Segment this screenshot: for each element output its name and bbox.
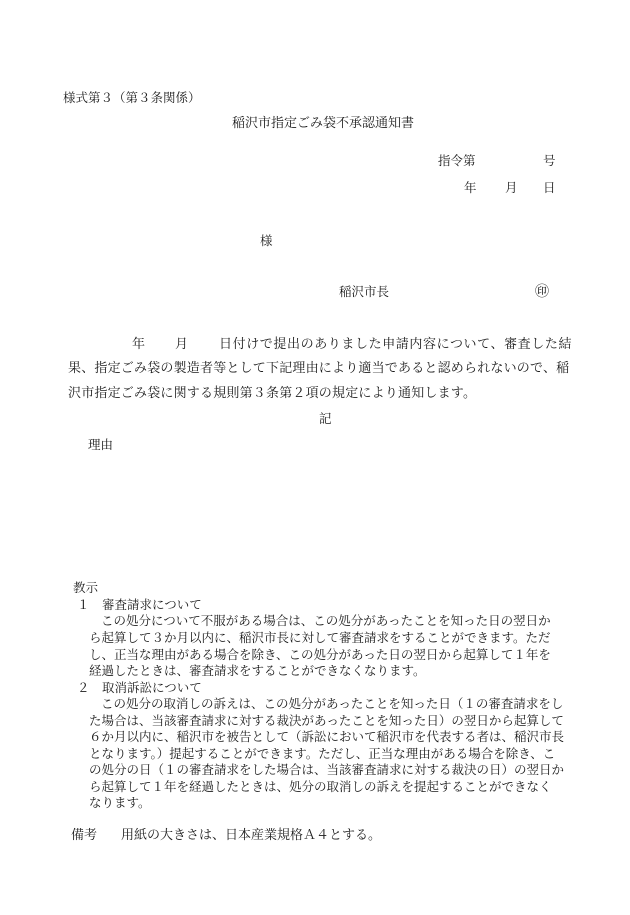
notice-item2-line: ら起算して１年を経過したときは、処分の取消しの訴えを提起することができなく xyxy=(89,779,552,794)
body-month: 月 xyxy=(175,337,189,352)
notice-item1-title: １ 審査請求について xyxy=(77,597,202,612)
seal-mark: ㊞ xyxy=(535,284,549,300)
reason-label: 理由 xyxy=(88,437,114,452)
notice-item2-line: ６か月以内に、稲沢市を被告として（訴訟において稲沢市を代表する者は、稲沢市長 xyxy=(89,729,565,744)
date-day: 日 xyxy=(543,180,556,195)
body-line-1: 日付けで提出のありました申請内容について、審査した結 xyxy=(219,337,573,352)
notice-item2-line: た場合は、当該審査請求に対する裁決があったことを知った日）の翌日から起算して xyxy=(89,713,564,728)
body-line-2: 果、指定ごみ袋の製造者等として下記理由により適当であると認められないので、稲 xyxy=(68,361,570,376)
sender-name: 稲沢市長 xyxy=(339,284,390,299)
ref-number-prefix: 指令第 xyxy=(438,153,476,168)
body-year: 年 xyxy=(132,337,146,352)
notice-item2-line: となります。）提起することができます。ただし、正当な理由がある場合を除き、こ xyxy=(89,746,556,761)
notice-item2-line: この処分の取消しの訴えは、この処分があったことを知った日（１の審査請求をし xyxy=(101,696,564,711)
ref-number-suffix: 号 xyxy=(543,153,556,168)
notice-heading: 教示 xyxy=(73,580,99,595)
notice-item2-line: なります。 xyxy=(89,795,151,810)
addressee-sama: 様 xyxy=(260,233,273,248)
notice-item1-line: 経過したときは、審査請求をすることができなくなります。 xyxy=(89,663,426,678)
ki-mark: 記 xyxy=(319,411,332,426)
notice-item1-line: ら起算して３か月以内に、稲沢市長に対して審査請求をすることができます。ただ xyxy=(89,630,551,645)
notice-item2-title: ２ 取消訴訟について xyxy=(77,680,202,695)
date-month: 月 xyxy=(505,180,518,195)
remark-text: 用紙の大きさは、日本産業規格Ａ４とする。 xyxy=(121,828,382,843)
body-line-3: 沢市指定ごみ袋に関する規則第３条第２項の規定により通知します。 xyxy=(68,386,477,401)
date-year: 年 xyxy=(464,180,477,195)
remark-label: 備考 xyxy=(71,828,98,843)
notice-item2-line: の処分の日（１の審査請求をした場合は、当該審査請求に対する裁決の日）の翌日か xyxy=(89,762,565,777)
document-title: 稲沢市指定ごみ袋不承認通知書 xyxy=(232,116,415,131)
notice-item1-line: この処分について不服がある場合は、この処分があったことを知った日の翌日か xyxy=(101,613,551,628)
notice-item1-line: し、正当な理由がある場合を除き、この処分があった日の翌日から起算して１年を xyxy=(89,647,551,662)
form-label: 様式第３（第３条関係） xyxy=(63,90,201,105)
